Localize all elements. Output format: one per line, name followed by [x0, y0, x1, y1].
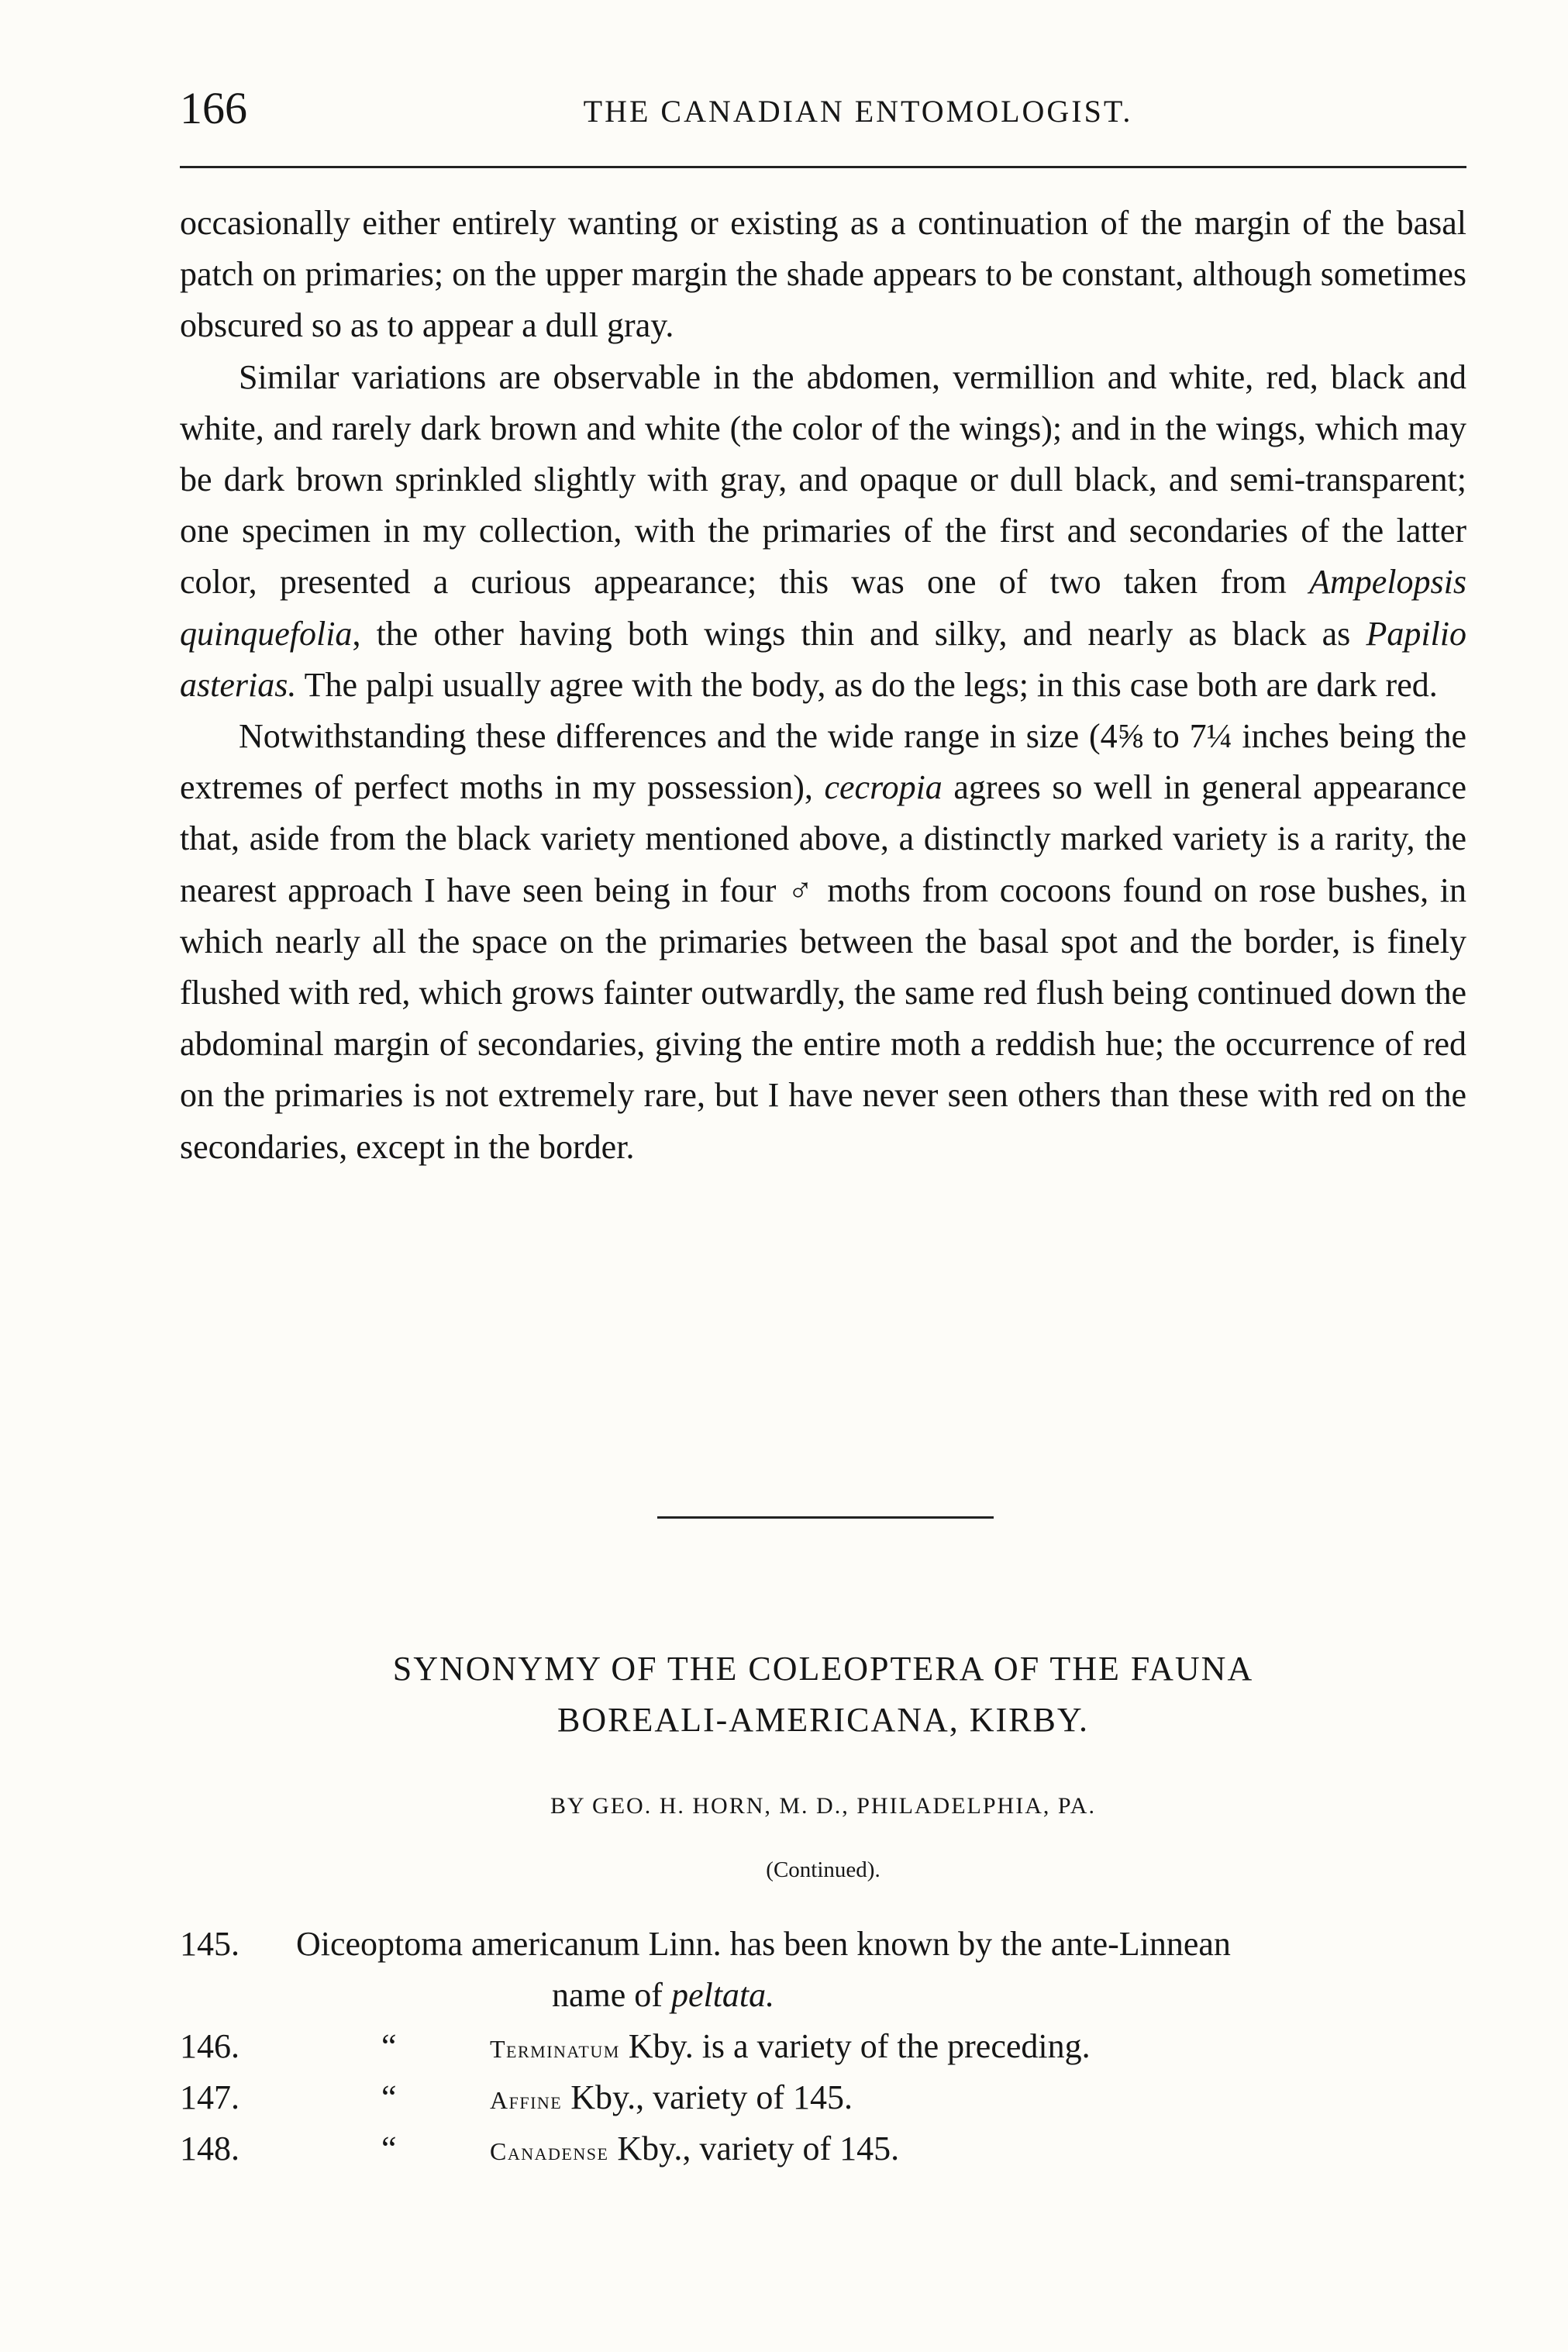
- entry-rest: Kby., variety of 145.: [562, 2078, 853, 2116]
- list-item-146: [180, 2021, 1466, 2072]
- article-title-line-1: SYNONYMY OF THE COLEOPTERA OF THE FAUNA: [392, 1650, 1254, 1688]
- list-item-147: [180, 2072, 1466, 2123]
- text-run: The palpi usually agree with the body, as do the legs; in this case both are dark red.: [296, 665, 1438, 704]
- italic-term: Papilio asterias.: [180, 614, 1466, 704]
- entry-text: [490, 2072, 853, 2126]
- byline: BY GEO. H. HORN, M. D., PHILADELPHIA, PA.: [550, 1793, 1096, 1819]
- list-item-148: [180, 2123, 1466, 2174]
- synonymy-list: [180, 1919, 1466, 2174]
- entry-number: 145.: [180, 1925, 240, 1963]
- entry-text: Oiceoptoma americanum Linn. has been known by the ante-Linnean: [296, 1925, 1231, 1963]
- paragraph-3: [180, 711, 1466, 1173]
- list-item-145: [180, 1919, 1466, 1970]
- entry-text: [490, 2021, 1091, 2074]
- ditto-mark: “: [381, 2027, 397, 2065]
- text-run: Similar variations are observable in the abdomen, vermillion and white, red, black and white, and rarely dark brown and white (the color of the wings); and in the wings, which may be dark brown sprinkled slightly with gray, and opaque or dull black, and semi-transparent; one specimen in my collection, with the primaries of the first and secondaries of the latter color, presented a curious appearance; this was one of two taken from: [180, 357, 1466, 602]
- text-run: agrees so well in general appearance that, aside from the black variety mentioned above, a distinctly marked variety is a rarity, the nearest approach I have seen being in four ♂ moths from cocoons found on rose bushes, in which nearly all the space on the primaries between the basal spot and the border, is finely flushed with red, which grows fainter outwardly, the same red flush being continued down the abdominal margin of secondaries, giving the entire moth a reddish hue; the occurrence of red on the primaries is not extremely rare, but I have never seen others than these with red on the secondaries, except in the border.: [180, 768, 1466, 1166]
- text-run: Notwithstanding these differences and the wide range in size (4⅝ to 7¼ inches being the extremes of perfect moths in my possession),: [180, 717, 1466, 807]
- species-name-smallcaps: Canadense: [490, 2137, 609, 2165]
- entry-text-prefix: name of: [552, 1976, 671, 2014]
- entry-number: 148.: [180, 2130, 240, 2167]
- ditto-mark: “: [381, 2130, 397, 2167]
- entry-rest: Kby. is a variety of the preceding.: [619, 2027, 1091, 2065]
- article-title: [180, 1643, 1466, 1746]
- entry-text: [490, 2123, 899, 2177]
- species-name-smallcaps: Terminatum: [490, 2035, 620, 2063]
- page-number: 166: [180, 83, 247, 133]
- entry-number: 146.: [180, 2027, 240, 2065]
- species-name-smallcaps: Affine: [490, 2086, 563, 2114]
- text-run: , the other having both wings thin and silky, and nearly as black as: [352, 614, 1366, 653]
- text-run: occasionally either entirely wanting or existing as a continuation of the margin of the basal patch on primaries; on the upper margin the shade appears to be constant, although sometimes obscured so as to appear a dull gray.: [180, 204, 1466, 345]
- continued-note: (Continued).: [766, 1857, 880, 1882]
- species-name-italic: peltata.: [670, 1976, 775, 2014]
- header-rule: [180, 166, 1466, 168]
- list-item-145-continuation: [180, 1970, 1466, 2021]
- body-text: [180, 198, 1466, 1173]
- italic-term: cecropia: [824, 768, 943, 807]
- paragraph-1: [180, 198, 1466, 352]
- running-head: [180, 78, 1466, 140]
- paragraph-2: [180, 352, 1466, 711]
- entry-number: 147.: [180, 2078, 240, 2116]
- entry-text-continued: [552, 1970, 774, 2021]
- section-divider: [657, 1516, 994, 1519]
- entry-rest: Kby., variety of 145.: [608, 2130, 900, 2167]
- journal-title: THE CANADIAN ENTOMOLOGIST.: [583, 94, 1133, 129]
- article-title-line-2: BOREALI-AMERICANA, KIRBY.: [557, 1701, 1089, 1739]
- italic-term: Ampelopsis quinquefolia: [180, 563, 1466, 653]
- ditto-mark: “: [381, 2078, 397, 2116]
